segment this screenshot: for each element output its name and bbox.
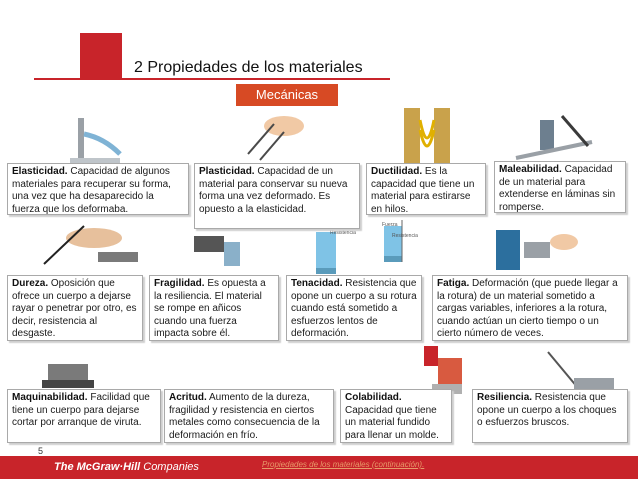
spring-bend-illustration bbox=[56, 114, 126, 166]
box-ductilidad bbox=[366, 163, 486, 215]
desc-ductilidad: Es la capacidad que tiene un material para estirarse en hilos. bbox=[371, 166, 475, 215]
diagram-label-fuerza: Fuerza bbox=[382, 222, 398, 228]
molten-metal-illustration bbox=[418, 340, 468, 396]
page-title: 2 Propiedades de los materiales bbox=[134, 59, 363, 76]
desc-fragilidad: Es opuesta a la resiliencia. El material se rompe en añicos cuando una fuerza impacta sobre él. bbox=[154, 278, 266, 340]
figure-caption[interactable]: Propiedades de los materiales (continuación). bbox=[262, 460, 425, 469]
desc-maleabilidad: Capacidad de un material para extenderse en láminas sin romperse. bbox=[499, 164, 616, 213]
lathe-illustration bbox=[40, 350, 96, 392]
term-fatiga: Fatiga. bbox=[437, 278, 470, 289]
desc-dureza: Oposición que ofrece un cuerpo a dejarse rayar o penetrar por otro, es decir, resistencia al desgaste. bbox=[12, 278, 137, 340]
term-tenacidad: Tenacidad. bbox=[291, 278, 343, 289]
box-tenacidad bbox=[286, 275, 422, 341]
box-acritud bbox=[164, 389, 334, 443]
term-fragilidad: Fragilidad. bbox=[154, 278, 205, 289]
section-badge: Mecánicas bbox=[236, 84, 338, 106]
hand-bending-illustration bbox=[240, 110, 308, 164]
fatigue-machine-illustration bbox=[490, 222, 582, 278]
drill-hardness-illustration bbox=[34, 218, 144, 270]
term-maquinabilidad: Maquinabilidad. bbox=[12, 392, 88, 403]
box-colabilidad bbox=[340, 389, 452, 443]
term-maleabilidad: Maleabilidad. bbox=[499, 164, 562, 175]
hammer-glass-illustration bbox=[190, 226, 242, 270]
hammer-sheet-illustration bbox=[512, 112, 596, 164]
publisher-logo-main: The McGraw·Hill bbox=[54, 461, 141, 473]
desc-colabilidad: Capacidad que tiene un material fundido para llenar un molde. bbox=[345, 404, 439, 441]
publisher-logo bbox=[54, 461, 199, 473]
desc-plasticidad: Capacidad de un material para conservar su nueva forma una vez deformado. Es opuesto a la elasticidad. bbox=[199, 166, 348, 215]
desc-resiliencia: Resistencia que opone un cuerpo a los choques o esfuerzos bruscos. bbox=[477, 392, 617, 429]
desc-tenacidad: Resistencia que opone un cuerpo a su rotura cuando está sometido a esfuerzos lentos de deformación. bbox=[291, 278, 417, 340]
box-resiliencia bbox=[472, 389, 628, 443]
box-dureza bbox=[7, 275, 143, 341]
term-ductilidad: Ductilidad. bbox=[371, 166, 423, 177]
box-fatiga bbox=[432, 275, 628, 341]
box-maleabilidad bbox=[494, 161, 626, 213]
desc-elasticidad: Capacidad de algunos materiales para recuperar su forma, una vez que ha desaparecido la fuerza que los deformaba. bbox=[12, 166, 171, 215]
term-resiliencia: Resiliencia. bbox=[477, 392, 533, 403]
term-colabilidad: Colabilidad. bbox=[345, 392, 402, 403]
box-plasticidad bbox=[194, 163, 360, 229]
wire-coil-illustration bbox=[398, 106, 456, 166]
term-acritud: Acritud. bbox=[169, 392, 207, 403]
term-dureza: Dureza. bbox=[12, 278, 49, 289]
term-plasticidad: Plasticidad. bbox=[199, 166, 255, 177]
box-fragilidad bbox=[149, 275, 279, 341]
diagram-label-resistencia: Resistencia bbox=[330, 230, 356, 236]
box-elasticidad bbox=[7, 163, 189, 215]
publisher-logo-suffix: Companies bbox=[140, 461, 199, 473]
page-number: 5 bbox=[38, 446, 44, 456]
header-rule bbox=[34, 78, 390, 80]
header-red-block bbox=[80, 33, 122, 78]
diagram-label-resistencia-2: Resistencia bbox=[392, 233, 418, 239]
desc-acritud: Aumento de la dureza, fragilidad y resistencia en ciertos metales como consecuencia de la deformación en frío. bbox=[169, 392, 320, 441]
box-maquinabilidad bbox=[7, 389, 161, 443]
term-elasticidad: Elasticidad. bbox=[12, 166, 68, 177]
desc-maquinabilidad: Facilidad que tiene un cuerpo para dejarse cortar por arranque de viruta. bbox=[12, 392, 150, 429]
desc-fatiga: Deformación (que puede llegar a la rotura) de un material sometido a cargas variables, inferiores a la rotura, cuando actúan un cierto tiempo o un cierto número de veces. bbox=[437, 278, 618, 340]
